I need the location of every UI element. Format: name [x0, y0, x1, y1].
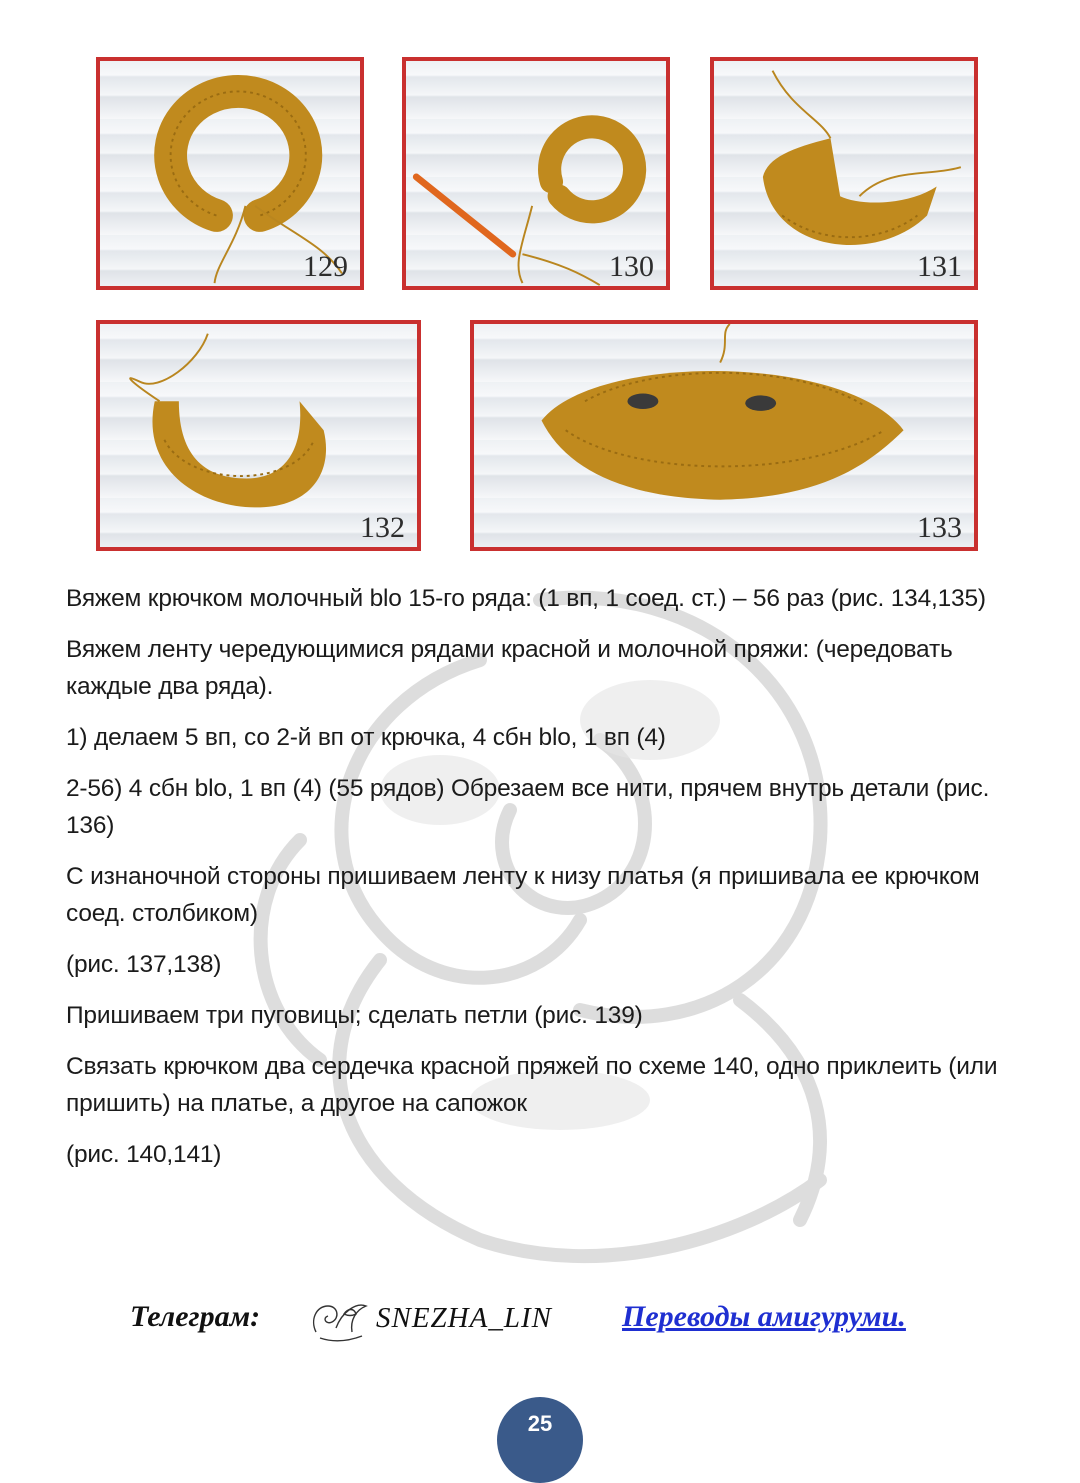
photo-figure-132 [96, 320, 421, 551]
instruction-paragraph: (рис. 137,138) [66, 951, 222, 978]
photo-figure-133 [470, 320, 978, 551]
instruction-paragraph: (рис. 140,141) [66, 1141, 222, 1168]
photo-figure-130 [402, 57, 670, 290]
figure-number: 133 [917, 511, 962, 544]
figure-number: 129 [303, 250, 348, 283]
figure-number: 132 [360, 511, 405, 544]
flourish-logo-icon [306, 1292, 372, 1346]
instruction-paragraph: С изнаночной стороны пришиваем ленту к низу платья (я пришивала ее крючком соед. столбиком) [66, 863, 980, 927]
figure-number: 130 [609, 250, 654, 283]
page-number: 25 [527, 1411, 553, 1436]
photo-figure-131 [710, 57, 978, 290]
instruction-paragraph: Вяжем крючком молочный blo 15-го ряда: (1 вп, 1 соед. ст.) – 56 раз (рис. 134,135) [66, 585, 986, 612]
telegram-label: Телеграм: [130, 1300, 261, 1333]
instruction-paragraph: Вяжем ленту чередующимися рядами красной и молочной пряжи: (чередовать каждые два ряда). [66, 636, 953, 700]
figure-number: 131 [917, 250, 962, 283]
footer [0, 1298, 1080, 1348]
instruction-paragraph: 1) делаем 5 вп, со 2-й вп от крючка, 4 сбн blo, 1 вп (4) [66, 724, 666, 751]
instruction-paragraph: Связать крючком два сердечка красной пряжей по схеме 140, одно приклеить (или пришить) на платье, а другое на сапожок [66, 1053, 998, 1117]
page-number-badge [497, 1397, 583, 1483]
photo-figure-129 [96, 57, 364, 290]
channel-link[interactable]: Переводы амигуруми. [622, 1300, 906, 1333]
instructions-text [66, 580, 1016, 1187]
instruction-paragraph: Пришиваем три пуговицы; сделать петли (рис. 139) [66, 1002, 643, 1029]
instruction-paragraph: 2-56) 4 сбн blo, 1 вп (4) (55 рядов) Обрезаем все нити, прячем внутрь детали (рис. 136) [66, 775, 990, 839]
yarn-flat-yoke-image [474, 324, 974, 547]
author-name: SNEZHA_LIN [376, 1302, 552, 1334]
